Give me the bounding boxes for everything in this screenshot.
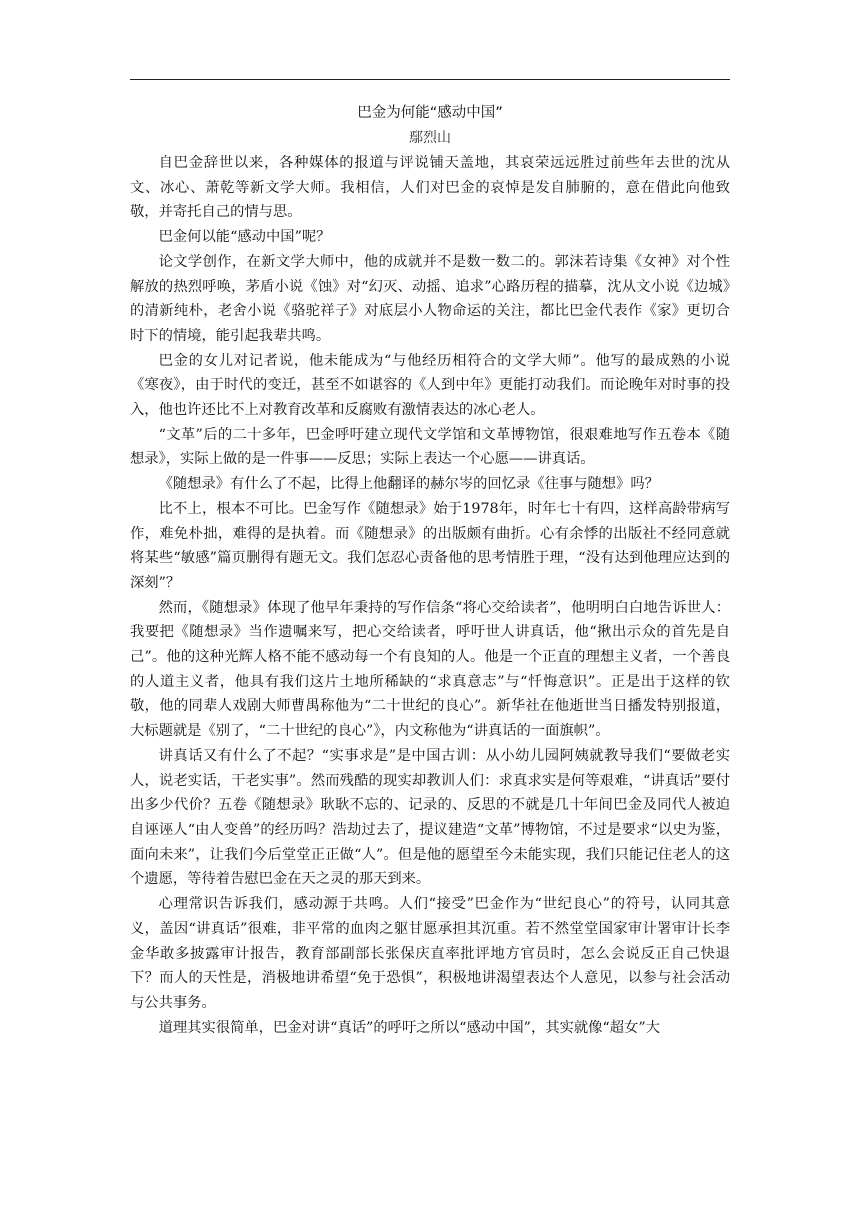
paragraph: 巴金何以能“感动中国”呢？ — [158, 229, 331, 246]
paragraph: 比不上，根本不可比。巴金写作《随想录》始于1978年，时年七十有四，这样高龄带病写作，难免朴拙，难得的是执着。而《随想录》的出版颇有曲折。心有余悸的出版社不经同意就将某些“敏感”篇页删得有题无文。我们怎忍心责备他的思考情胜于理，“没有达到他理应达到的深刻”？ — [130, 500, 730, 591]
header-rule — [130, 79, 730, 80]
article-author: 鄢烈山 — [409, 130, 451, 146]
paragraph: “文革”后的二十多年，巴金呼吁建立现代文学馆和文革博物馆，很艰难地写作五卷本《随想录》，实际上做的是一件事——反思；实际上表达一个心愿——讲真话。 — [130, 426, 730, 468]
paragraph: 道理其实很简单，巴金对讲“真话”的呼吁之所以“感动中国”，其实就像“超女”大 — [158, 1019, 660, 1036]
paragraph: 巴金的女儿对记者说，他未能成为“与他经历相符合的文学大师”。他写的最成熟的小说《寒夜》，由于时代的变迁，甚至不如谌容的《人到中年》更能打动我们。而论晚年对时事的投入，他也许还比不上对教育改革和反腐败有激情表达的冰心老人。 — [130, 352, 730, 419]
paragraph: 论文学创作，在新文学大师中，他的成就并不是数一数二的。郭沫若诗集《女神》对个性解放的热烈呼唤，茅盾小说《蚀》对“幻灭、动摇、追求”心路历程的描摹，沈从文小说《边城》的清新纯朴，老舍小说《骆驼祥子》对底层小人物命运的关注，都比巴金代表作《家》更切合时下的情境，能引起我辈共鸣。 — [130, 253, 730, 344]
paragraph: 心理常识告诉我们，感动源于共鸣。人们“接受”巴金作为“世纪良心”的符号，认同其意义，盖因“讲真话”很难，非平常的血肉之躯甘愿承担其沉重。若不然堂堂国家审计署审计长李金华敢多披露审计报告，教育部副部长张保庆直率批评地方官员时，怎么会说反正自己快退下？而人的天性是，消极地讲希望“免于恐惧”，积极地讲渴望表达个人意见，以参与社会活动与公共事务。 — [130, 896, 730, 1011]
paragraph: 讲真话又有什么了不起？“实事求是”是中国古训：从小幼儿园阿姨就教导我们“要做老实人，说老实话，干老实事”。然而残酷的现实却教训人们：求真求实是何等艰难，“讲真话”要付出多少代价？五卷《随想录》耿耿不忘的、记录的、反思的不就是几十年间巴金及同代人被迫自诬诬人“由人变兽”的经历吗？浩劫过去了，提议建造“文革”博物馆，不过是要求“以史为鉴，面向未来”，让我们今后堂堂正正做“人”。但是他的愿望至今未能实现，我们只能记住老人的这个遗愿，等待着告慰巴金在天之灵的那天到来。 — [130, 747, 730, 888]
article-body — [130, 151, 730, 1040]
paragraph: 《随想录》有什么了不起，比得上他翻译的赫尔岑的回忆录《往事与随想》吗？ — [158, 476, 659, 493]
article-title: 巴金为何能“感动中国” — [357, 105, 503, 121]
paragraph: 然而，《随想录》体现了他早年秉持的写作信条“将心交给读者”，他明明白白地告诉世人：我要把《随想录》当作遗嘱来写，把心交给读者，呼吁世人讲真话，他“揪出示众的首先是自己”。他的这种光辉人格不能不感动每一个有良知的人。他是一个正直的理想主义者，一个善良的人道主义者，他具有我们这片土地所稀缺的“求真意志”与“忏悔意识”。正是出于这样的钦敬，他的同辈人戏剧大师曹禺称他为“二十世纪的良心”。新华社在他逝世当日播发特别报道，大标题就是《别了，“二十世纪的良心”》，内文称他为“讲真话的一面旗帜”。 — [130, 599, 730, 740]
paragraph: 自巴金辞世以来，各种媒体的报道与评说铺天盖地，其哀荣远远胜过前些年去世的沈从文、冰心、萧乾等新文学大师。我相信，人们对巴金的哀悼是发自肺腑的，意在借此向他致敬，并寄托自己的情与思。 — [130, 155, 730, 221]
